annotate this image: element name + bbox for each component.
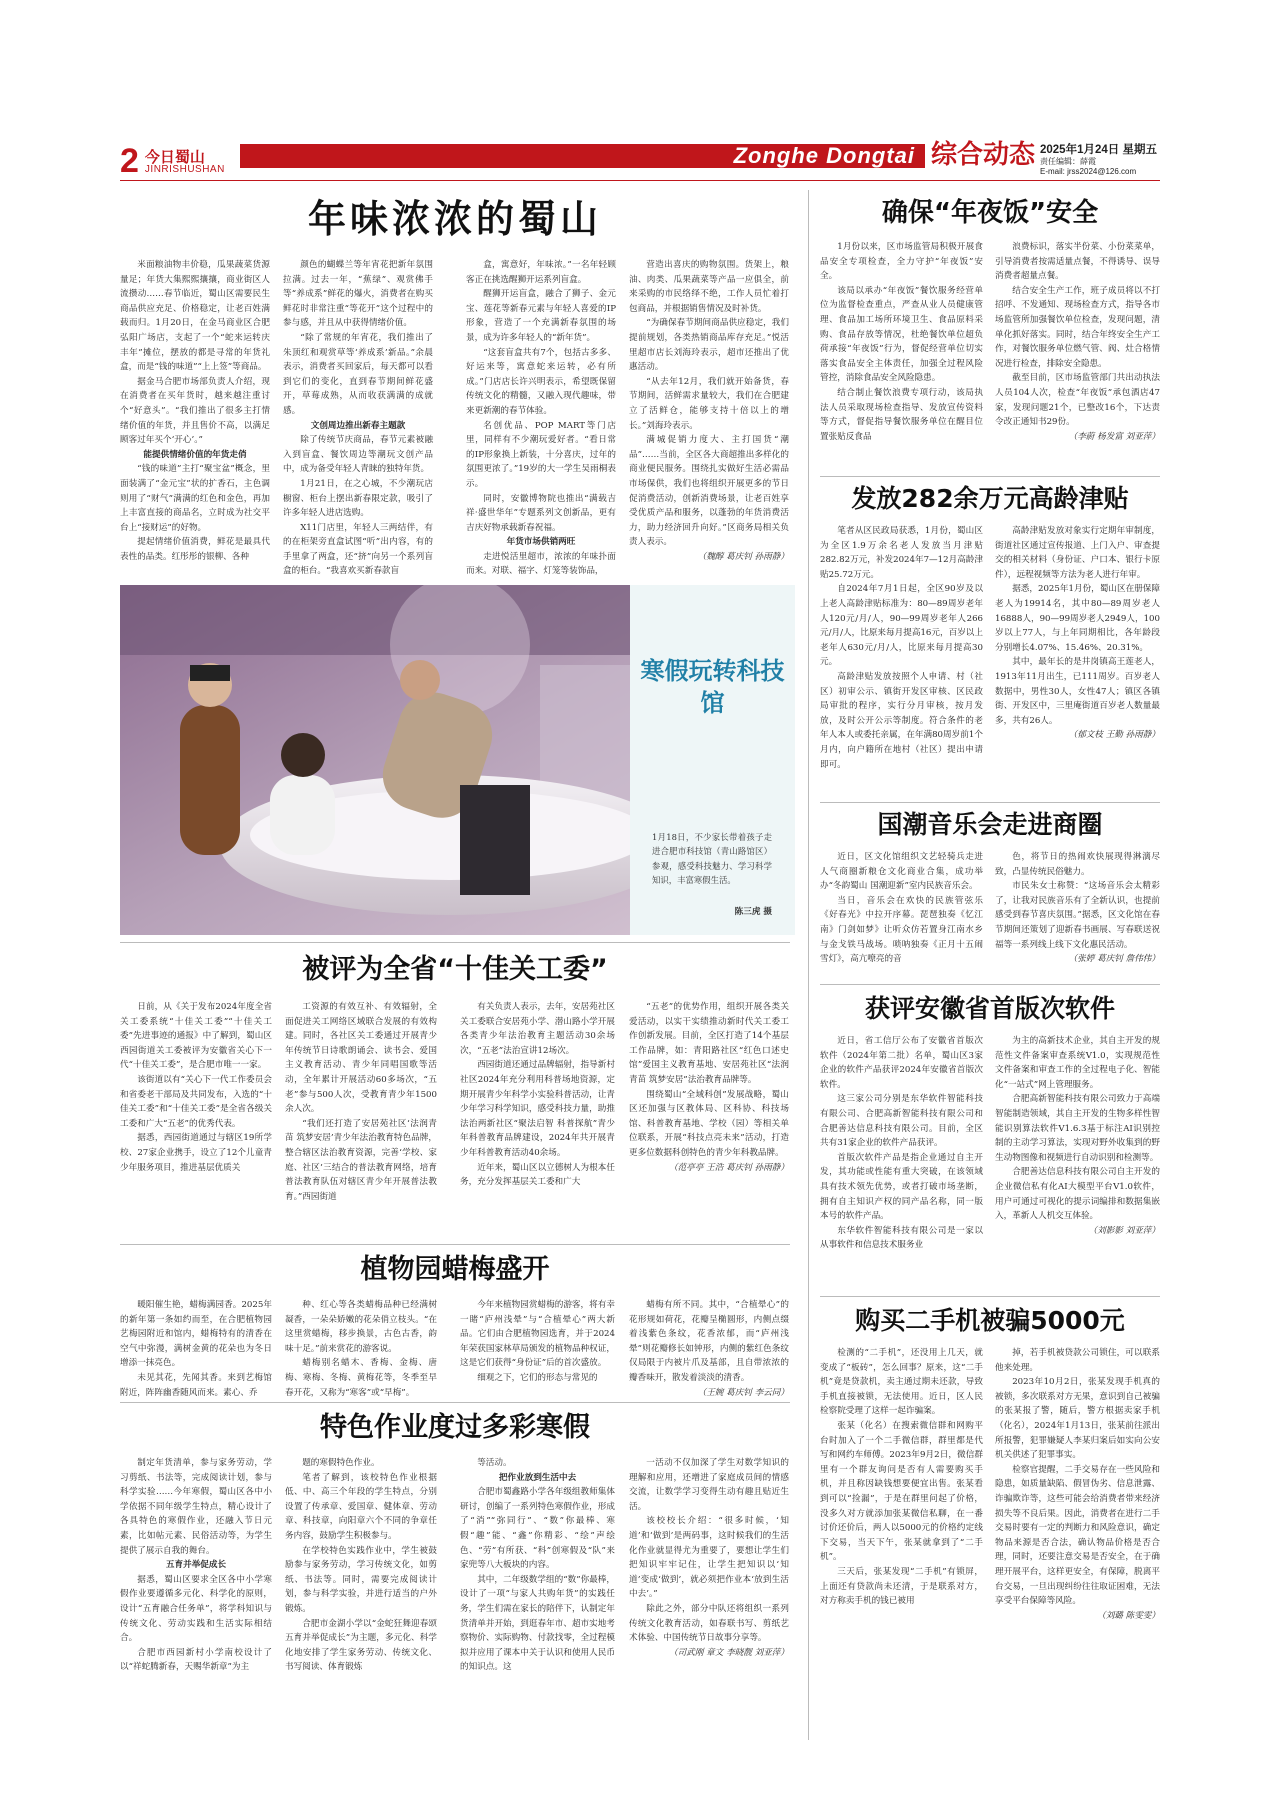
byline: （张婷 葛庆钊 詹伟伟）	[1068, 954, 1160, 965]
paragraph: 据金马合肥市场部负责人介绍，现在消费者在买年货时，越来越注重讨个“好意头”。“我们推出了很多主打情绪价值的年货，并且售价不高，以满足顾客过年买个‘开心’。”	[120, 376, 270, 446]
article-column	[466, 258, 616, 580]
section-banner	[240, 144, 925, 168]
article-column	[629, 1298, 789, 1398]
photo-title: 寒假玩转科技馆	[640, 656, 785, 717]
article-headline: 特色作业度过多彩寒假	[320, 1412, 590, 1443]
section-title-en: Zonghe Dongtai	[733, 143, 915, 168]
paragraph: 据悉，2025年1月份，蜀山区在册保障老人为19914名，其中80—89周岁老人16888人，90—99周岁老人2949人，100岁以上77人，与上年同期相比，各年龄段分别增长4.07%、15.46%、20.31%。	[995, 584, 1160, 653]
paragraph: 除了传统节庆商品，春节元素被融入到盲盒、餐饮周边等潮玩文创产品中，成为备受年轻人青睐的独特年货。	[283, 435, 433, 475]
paragraph: “从去年12月，我们就开始备货，春节期间，活鲜需求量较大，我们在合肥建立了活鲜仓，能够支持十倍以上的增长。”刘海玲表示。	[629, 376, 789, 431]
editor-email: E-mail: jrss2024@126.com	[1040, 167, 1137, 176]
editor-credit: 责任编辑：薛霞	[1040, 157, 1096, 166]
paragraph: 种、红心等各类蜡梅品种已经满树凝香，一朵朵娇嫩的花朵俏立枝头。“在这里赏蜡梅，移步换景，古色古香，韵味十足。”前来赏花的游客说。	[285, 1300, 437, 1354]
subheading: 年货市场供销两旺	[506, 537, 576, 548]
article-headline: 购买二手机被骗5000元	[855, 1306, 1125, 1335]
article-column	[995, 1034, 1160, 1290]
paragraph: 除此之外，部分中队还将组织一系列传统文化教育活动，如春联书写、剪纸艺术体验、中国传统节日故事分享等。	[629, 1603, 789, 1644]
issue-date: 2025年1月24日 星期五	[1040, 144, 1157, 156]
paragraph: 这三家公司分别是东华软件智能科技有限公司、合肥高新智能科技有限公司和合肥善达信息科技有限公司。目前，全区共有31家企业的软件产品获评。	[820, 1094, 983, 1149]
article-column	[460, 1298, 615, 1398]
photo-caption: 1月18日，不少家长带着孩子走进合肥市科技馆（青山路馆区）参观，感受科技魅力、学习科学知识，丰富寒假生活。	[652, 832, 772, 886]
paragraph: 检测的“二手机”，还没用上几天，就变成了“板砖”，怎么回事？原来，这“二手机”竟是贷款机，卖主通过期未还款，导致手机直接被锁，无法使用。近日，区人民检察院受理了这样一起诈骗案。	[820, 1348, 983, 1417]
paragraph: 据悉，西园街道通过与辖区19所学校、27家企业携手，设立了12个儿童青少年服务项目，推进基层优质关	[120, 1133, 272, 1173]
paragraph: 西园街道还通过品牌辐射，指导新村社区2024年充分利用科普场地资源，定期开展青少年科学小实验科普活动，让青少年学习科学知识，感受科技力量，助推法治两新社区“聚法启智 科普探航”青少年科普教育品牌建设，2024年共开展青少年科普教育活动40余场。	[460, 1060, 615, 1158]
paragraph: 东华软件智能科技有限公司是一家以从事软件和信息技术服务业	[820, 1225, 983, 1251]
paragraph: 浪费标识，落实半份菜、小份菜菜单，引导消费者按需适量点餐，不得诱导、误导消费者超量点餐。	[995, 242, 1160, 282]
article-divider	[820, 802, 1160, 803]
paragraph: 高龄津贴发放按照个人申请、村（社区）初审公示、镇街开发区审核、区民政局审批的程序，实行分月审核，按月发放，及时公开公示等制度。符合条件的老年人本人或委托亲属，在年满80周岁前1个月内，向户籍所在地村（社区）提出申请即可。	[820, 671, 983, 770]
paragraph: 蜡梅有所不同。其中，“合植晕心”的花形规如荷花，花瓣呈椭圆形，内侧点缀着浅紫色条纹，花香浓郁，而“庐州浅晕”则花瓣修长如钟形，内侧的紫红色条纹仅局限于内被片爪及基部，且自带浓浓的瓣香味开，散发着淡淡的清香。	[629, 1300, 789, 1383]
article-divider	[120, 1244, 790, 1245]
subheading: 能提供情绪价值的年货走俏	[143, 449, 247, 460]
paper-nameplate	[120, 144, 225, 178]
article-divider	[820, 984, 1160, 985]
paragraph: 今年来植物园赏蜡梅的游客，将有幸一睹“庐州浅晕”与“合植晕心”两大新品。它们由合肥植物园选育，并于2024年荣获国家林草局颁发的植物品种权证，这是它们获得“身份证”后的首次盛放。	[460, 1300, 615, 1369]
issue-info	[1040, 144, 1160, 177]
subheading: 把作业放到生活中去	[498, 1472, 577, 1483]
paragraph: 颜色的蝴蝶兰等年宵花把新年氛围拉满。过去一年，“蕉绿”、观赏佛手等“养成系”鲜花的爆火，消费者在购买鲜花时非常注重“等花开”这个过程中的参与感，并且从中获得情绪价值。	[283, 260, 433, 329]
paragraph: 其中，二年级数学组的“数”你最棒，设计了一项“与家人共购年货”的实践任务，学生们需在家长的陪伴下，认制定年货清单并开始，到逛春年市、超市实地考察物价、实际购物、付款找零，全过程模拟并应用了课本中关于认识和使用人民币的知识点。这	[460, 1574, 615, 1673]
paragraph: 走进悦活里超市，浓浓的年味扑面而来。对联、福字、灯笼等装饰品，	[466, 551, 616, 577]
paragraph: 市民朱女士称赞：“这场音乐会太精彩了，让我对民族音乐有了全新认识，也提前感受到春节喜庆氛围。”据悉，区文化馆在春节期间还策划了迎新春书画展、写春联送祝福等一系列线上线下文化惠民活动。	[995, 881, 1160, 950]
paragraph: 1月21日，在之心城，不少潮玩店橱窗、柜台上摆出新春限定款，吸引了许多年轻人进店选购。	[283, 478, 433, 519]
paragraph: 有关负责人表示，去年，安居苑社区关工委联合安居苑小学、潜山路小学开展各类青少年法治教育主题活动30余场次，“五老”法治宣讲12场次。	[460, 1002, 615, 1056]
paragraph: “五老”的优势作用，组织开展各类关爱活动，以实干实绩推动新时代关工委工作创新发展。目前，全区打造了14个基层工作品牌，如：青阳路社区“红色口述史馆”爱国主义教育基地、安居苑社区“法润青苗 筑梦安居”法治教育品牌等。	[629, 1002, 789, 1085]
photo-caption-box	[630, 585, 795, 935]
article-headline: 被评为全省“十佳关工委”	[302, 954, 608, 985]
paragraph: 制定年货清单，参与家务劳动，学习剪纸、书法等，完成阅读计划，参与科学实验……今年寒假，蜀山区各中小学依据不同年级学生特点，精心设计了各具特色的寒假作业，还融入节日元素，比如帖元素、民俗活动等，为学生提供了展示自我的舞台。	[120, 1458, 272, 1556]
article-divider	[820, 476, 1160, 477]
paragraph: “除了常规的年宵花，我们推出了朱顶红和观赏草等‘养成系’新品。”余晨表示，消费者买回家后，每天都可以看到它们的变化，直到春节期间鲜花盛开，草莓成熟，从而收获满满的成就感。	[283, 332, 433, 416]
paragraph: 色，将节日的热闹欢快展现得淋漓尽致，凸显传统民俗魅力。	[995, 852, 1160, 877]
paragraph: 高龄津贴发放对象实行定期年审制度，街道社区通过宣传报道、上门入户、审查提交的相关材料（身份证、户口本、银行卡原件），远程视频等方法为老人进行年审。	[995, 526, 1160, 580]
paper-title: 今日蜀山	[144, 148, 205, 166]
paragraph: 醒狮开运盲盒，融合了狮子、金元宝、莲花等新春元素与年轻人喜爱的IP形象，营造了一个充满新春氛围的场景，成为许多年轻人的“新年货”。	[466, 289, 616, 343]
article-headline: 年味浓浓的蜀山	[307, 197, 602, 241]
masthead-rule	[120, 180, 1160, 181]
paragraph: 米面粮油物丰价稳，瓜果蔬菜货源量足；年货大集熙熙攘攘，商业街区人流攒动……春节临近，蜀山区需要民生商品供应充足、价格稳定，让老百姓满载而归。1月20日，在金马商业区合肥弘阳广场店，支起了一个“蛇来运转庆丰年”摊位，摆放的都是寻常的年货礼盒，而是“钱的味道”“上上签”等商品。	[120, 260, 270, 373]
paragraph: 笔者从区民政局获悉，1月份，蜀山区为全区1.9万余名老人发放当月津贴282.82万元，补发2024年7—12月高龄津贴25.72万元。	[820, 526, 983, 580]
paragraph: 为主的高新技术企业，其自主开发的规范性文件备案审查系统V1.0，实现规范性文件备案和审查工作的全过程电子化、智能化“一站式”网上管理服务。	[995, 1036, 1160, 1090]
paragraph: 同时，安徽博物院也推出“满载吉祥·盛世华年”专题系列文创新品，更有吉庆好物承载新春祝福。	[466, 493, 616, 533]
paragraph: X11门店里，年轻人三两结伴，有的在柜架旁直盒试图“听”出内容，有的手里拿了两盒，还“挤”向另一个系列盲盒的柜台。“我喜欢买新春款盲	[283, 522, 433, 577]
paragraph: 该局以承办“年夜饭”餐饮服务经营单位为监督检查重点，严查从业人员健康管理、食品加工场所环境卫生、食品原料采购、食品存放等情况，杜绝餐饮单位超负荷承接“年夜饭”行为，督促经营单位切实落实食品安全主体责任，加强全过程风险管控，消除食品安全风险隐患。	[820, 285, 983, 384]
article-column	[995, 524, 1160, 802]
article-column	[120, 1000, 272, 1240]
article-column	[285, 1298, 437, 1398]
byline: （李蔚 杨发富 刘亚萍）	[1068, 431, 1160, 442]
paragraph: 未见其花，先闻其香。来到艺梅馆附近，阵阵幽香随风而来。素心、乔	[120, 1372, 272, 1398]
paragraph: 满城促销力度大、主打国货“潮品”……当前，全区各大商超推出多样化的商业便民服务。围绕扎实做好生活必需品市场保供，我们也将组织开展更多的节日促消费活动，创新消费场景，让老百姓享受优质产品和服务，以蓬勃的年货消费活力，助力经济回升向好。”区商务局相关负责人表示。	[629, 435, 789, 548]
byline: （郁文枝 王勤 孙雨静）	[1068, 730, 1160, 741]
paragraph: 近日，区文化馆组织文艺轻骑兵走进人气商圈新粮仓文化商业合集，成功举办“冬韵蜀山 国潮迎新”室内民族音乐会。	[820, 852, 983, 892]
paragraph: 合肥善达信息科技有限公司自主开发的企业微信私有化AI大模型平台V1.0软件，用户可通过可视化的提示词编排和数据集嵌入，革新人人机交互体验。	[995, 1167, 1160, 1222]
paragraph: 提起情绪价值消费，鲜花是最具代表性的品类。红彤彤的银柳、各种	[120, 537, 270, 562]
paragraph: 工资源的有效互补、有效辐射，全面促进关工网络区域联合发展的有效构建。同时，各社区关工委通过开展青少年传统节日诗歌朗诵会、读书会、爱国主义教育活动、青少年同唱国歌等活动，全年累计开展活动60多场次，“五老”参与500人次，受教育青少年1500余人次。	[285, 1002, 437, 1115]
article-column	[120, 1298, 272, 1398]
paragraph: 合肥市蜀鑫路小学各年级组教师集体研讨，创编了一系列特色寒假作业，形成了“消”“弥同行”、“数”你最棒、寒假“趣”能、“鑫”你精彩、“绘”声绘色、“劳”有所获、“科”创寒假及“队”来家兜等八大板块的内容。	[460, 1487, 615, 1571]
paragraph: 其中，最年长的是井岗镇高王莲老人，1913年11月出生，已111周岁。百岁老人数据中，男性30人，女性47人；镇区各镇街、开发区中，三里庵街道百岁老人数量最多，共有26人。	[995, 657, 1160, 726]
article-column	[285, 1456, 437, 1688]
paragraph: 在学校特色实践作业中，学生被鼓励参与家务劳动，学习传统文化，如剪纸、书法等。同时，需要完成阅读计划，参与科学实验，并进行适当的户外锻炼。	[285, 1545, 437, 1614]
paragraph: 围绕蜀山“全域科创”发展战略，蜀山区还加强与区教体局、区科协、科技场馆、科普教育基地、学校（园）等相关单位联系，开展“科技点亮未来”活动，打造更多位数据科创特色的青少年科教品牌。	[629, 1089, 789, 1158]
article-column	[820, 1346, 983, 1684]
paragraph: 结合安全生产工作，班子成员将以不打招呼、不发通知、现场检查方式，指导各市场监管所加强餐饮单位检查，发现问题，清单化抓好落实。同时，结合年终安全生产工作，对餐饮服务单位燃气管、阀、灶合格情况进行检查，排除安全隐患。	[995, 285, 1160, 369]
paragraph: 蜡梅别名蜡木、香梅、金梅、唐梅、寒梅、冬梅、黄梅花等，冬季至早春开花，又称为“寒客”或“早梅”。	[285, 1358, 437, 1398]
paragraph: 名创优品、POP MART等门店里，同样有不少潮玩爱好者。“看日常的IP形象换上新装，十分喜庆，过年的氛围更浓了。”19岁的大一学生吴雨桐表示。	[466, 420, 616, 489]
subheading: 五育并举促成长	[165, 1560, 227, 1571]
paragraph: 截至目前，区市场监管部门共出动执法人员104人次，检查“年夜饭”承包酒店47家，发现问题21个，已整改16个，下达责令改正通知书29份。	[995, 373, 1160, 428]
article-column	[629, 258, 789, 580]
article-headline: 国潮音乐会走进商圈	[877, 810, 1103, 839]
paragraph: 合肥市西园新村小学南校设计了以“祥蛇腾新春，天赐华新章”为主	[120, 1647, 272, 1673]
paragraph: 盒，寓意好，年味浓。”一名年轻顾客正在挑选醒狮开运系列盲盒。	[466, 260, 616, 285]
paragraph: 结合制止餐饮浪费专项行动，该局执法人员采取现场检查指导、发放宣传资料等方式，督促指导餐饮服务单位在醒目位置张贴反食品	[820, 387, 983, 442]
paragraph: 日前，从《关于发布2024年度全省关工委系统“十佳关工委”“十佳关工委”先进事迹的通报》中了解到，蜀山区西园街道关工委被评为安徽省关心下一代“十佳关工委”，是合肥市唯一一家。	[120, 1002, 272, 1071]
article-divider	[120, 1402, 790, 1403]
article-column	[629, 1000, 789, 1240]
paragraph: 细观之下，它们的形态与常见的	[477, 1372, 598, 1383]
paragraph: 掉，若手机被贷款公司锁住，可以联系他来处理。	[995, 1348, 1160, 1373]
byline: （刘璐 陈雯雯）	[1097, 1610, 1160, 1621]
paragraph: 2023年10月2日，张某发现手机真的被锁，多次联系对方无果，意识到自己被骗的张某报了警，随后，警方根据卖家手机（化名），2024年1月13日，张某前往派出所报警，犯罪嫌疑人李某归案后如实向公安机关供述了犯罪事实。	[995, 1377, 1160, 1461]
paragraph: 近年来，蜀山区以立德树人为根本任务，充分发挥基层关工委和广大	[460, 1162, 615, 1188]
paragraph: 该街道以有“关心下一代工作委员会和省委老干部局及共同发布，入选的“十佳关工委”和“十佳关工委”是全省各级关工委和广大“五老”的优秀代表。	[120, 1074, 272, 1129]
paragraph: 合肥市金湖小学以“金蛇狂舞迎春颂 五育并举促成长”为主题，多元化、科学化地安排了学生家务劳动、传统文化、书写阅读、体育锻炼	[285, 1618, 437, 1673]
byline: （范亭亭 王浩 葛庆钊 孙雨静）	[669, 1162, 789, 1173]
article-column	[460, 1000, 615, 1240]
article-column	[120, 258, 270, 580]
byline: （司武刚 章文 李晓靓 刘亚萍）	[669, 1647, 789, 1658]
paragraph: 合肥高新智能科技有限公司致力于高端智能制造领域，其自主开发的生物多样性智能识别算法软件V1.6.3基于标注AI识别控制的主动学习算法，实现对野外收集到的野生动物图像和视频进行自动识别和检测等。	[995, 1094, 1160, 1163]
column-divider	[808, 190, 809, 1740]
paragraph: 营造出喜庆的购物氛围。货架上，粮油、肉类、瓜果蔬菜等产品一应俱全，前来采购的市民络绎不绝，工作人员忙着打包商品，并根据销售情况及时补货。	[629, 260, 789, 314]
paragraph: 等活动。	[477, 1458, 512, 1468]
article-column	[995, 850, 1160, 980]
masthead	[120, 140, 1160, 180]
article-divider	[120, 942, 790, 943]
article-column	[995, 1346, 1160, 1684]
article-column	[820, 1034, 983, 1290]
paragraph: 张某（化名）在搜索微信群和网购平台时加入了一个二手微信群，群里都是代写和网约车师傅。2023年9月2日，微信群里有一个群友询问是否有人需要购买手机，并且称因缺钱想要便宜出售。张某看到可以“捡漏”，于是在群里问起了价格，没多久对方就添加张某微信私聊，在一番讨价还价后，两人以5000元的价格约定线下交易，当天下午，张某就拿到了“二手机”。	[820, 1420, 983, 1563]
byline: （王婉 葛庆钊 李云同）	[697, 1387, 789, 1398]
paragraph: “我们还打造了安居苑社区‘法润青苗 筑梦安居’青少年法治教育特色品牌，整合辖区法治教育资源，完善‘学校、家庭、社区’三结合的普法教育网络，培育普法教育队伍对辖区青少年开展普法教育。”西园街道	[285, 1118, 437, 1202]
paragraph: “钱的味道”主打“聚宝盆”概念，里面装满了“金元宝”状的扩香石，主色调则用了“财气”满满的红色和金色，再加上丰富直接的商品名，立时成为社交平台上“接财运”的好物。	[120, 464, 270, 533]
article-headline: 植物园蜡梅盛开	[360, 1254, 550, 1285]
article-headline: 确保“年夜饭”安全	[881, 198, 1099, 228]
article-headline: 发放282余万元高龄津贴	[851, 484, 1129, 513]
article-divider	[820, 1296, 1160, 1297]
article-column	[995, 240, 1160, 470]
article-column	[285, 1000, 437, 1240]
article-column	[820, 524, 983, 802]
paragraph: “为确保春节期间商品供应稳定，我们提前规划，各类热销商品库存充足。”悦活里超市店长刘海玲表示，超市还推出了优惠活动。	[629, 318, 789, 373]
article-column	[629, 1456, 789, 1688]
paragraph: 笔者了解到，该校特色作业根据低、中、高三个年段的学生特点，分别设置了传承章、爱国章、健体章、劳动章、科技章，向阳章六个不同的争章任务内容，鼓励学生积极参与。	[285, 1472, 437, 1541]
subheading: 文创周边推出新春主题款	[310, 420, 406, 431]
article-column	[820, 850, 983, 980]
paragraph: 自2024年7月1日起，全区90岁及以上老人高龄津贴标准为：80—89周岁老年人120元/月/人，90—99周岁老年人266元/月/人，比原来每月提高16元，百岁以上老年人630元/月/人，比原来每月提高30元。	[820, 584, 983, 668]
paragraph: 检察官提醒，二手交易存在一些风险和隐患，如质量缺陷、假冒伪劣、信息泄露、诈骗欺诈等，这些可能会给消费者带来经济损失等不良后果。因此，消费者在进行二手交易时要有一定的判断力和风险意识，确定物品来源是否合法，确认物品价格是否合理，同时，还要注意交易是否安全，在于确理开展平台，这样更安全，有保障，脱离平台交易，一旦出现纠纷往往取证困难，无法享受平台保障等风险。	[995, 1464, 1160, 1607]
article-headline: 获评安徽省首版次软件	[864, 994, 1115, 1023]
byline: （刘影影 刘亚萍）	[1088, 1225, 1160, 1236]
paragraph: 该校校长介绍：“很多时候，‘知道’和‘做到’是两码事，这时候我们的生活化作业就显得尤为重要了，要想让学生们把知识牢牢记住，让学生把知识以‘知道’变成‘做到’，就必须把作业本‘放到生活中去’。”	[629, 1516, 789, 1600]
paragraph: 据悉，蜀山区要求全区各中小学寒假作业要遵循多元化、科学化的原则，设计“五育融合任务单”，将学科知识与传统文化、劳动实践和生活实际相结合。	[120, 1574, 272, 1644]
paragraph: 一活动不仅加深了学生对数学知识的理解和应用，还增进了家庭成员间的情感交流，让数学学习变得生动有趣且贴近生活。	[629, 1458, 789, 1512]
paper-title-pinyin: JINRISHUSHAN	[144, 164, 225, 175]
paragraph: 暖阳催生艳，蜡梅满园香。2025年的新年第一条如约而至，在合肥植物园艺梅园附近和馆内，蜡梅特有的清香在空气中弥漫，满树金黄的花朵也为冬日增添一抹亮色。	[120, 1300, 272, 1369]
paragraph: 1月份以来，区市场监管局积极开展食品安全专项检查，全力守护“年夜饭”安全。	[820, 242, 983, 282]
paragraph: 首版次软件产品是指企业通过自主开发，其功能或性能有重大突破，在该领域具有技术领先优势，或者打破市场垄断，拥有自主知识产权的同产品名称，同一版本号的软件产品。	[820, 1152, 983, 1222]
byline: （魏醇 葛庆钊 孙雨静）	[697, 551, 789, 562]
section-title-cn: 综合动态	[930, 140, 1035, 170]
paragraph: 当日，音乐会在欢快的民族管弦乐《好春光》中拉开序幕。琵琶独奏《忆江南》门剑如梦》让听众仿若置身江南水乡与金戈铁马战场。唢呐独奏《正月十五闹雪灯》，高亢嘹亮的音	[820, 895, 983, 965]
article-column	[460, 1456, 615, 1688]
article-column	[283, 258, 433, 580]
page-number: 2	[120, 142, 139, 180]
article-column	[120, 1456, 272, 1688]
paragraph: 三天后，张某发现“二手机”有锁屏，上面还有贷款尚未还清，于是联系对方，对方称卖手机的钱已被用	[820, 1566, 983, 1607]
paragraph: 近日，省工信厅公布了安徽省首版次软件（2024年第二批）名单，蜀山区3家企业的软件产品获评2024年安徽省首版次软件。	[820, 1036, 983, 1090]
paragraph: “这套盲盒共有7个，包括古多多、好运来等，寓意蛇来运转，必有所成。”门店店长许兴明表示，希望既保留传统文化的精髓，又融入现代趣味，带来更新潮的春节体验。	[466, 347, 616, 416]
article-column	[820, 240, 983, 470]
photo-credit: 陈三虎 摄	[734, 907, 772, 917]
paragraph: 题的寒假特色作业。	[302, 1458, 380, 1468]
